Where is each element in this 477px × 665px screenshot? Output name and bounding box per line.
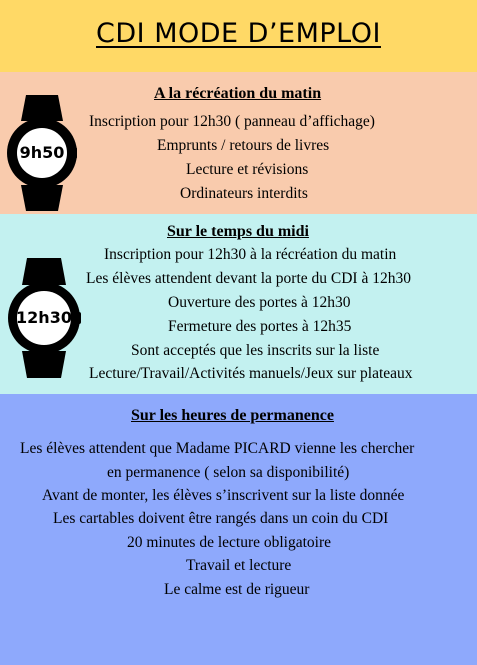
section-study-hours	[0, 394, 477, 665]
watch-time-label: 9h50	[19, 143, 65, 162]
section-line: Fermeture des portes à 12h35	[168, 318, 352, 335]
section-line: Avant de monter, les élèves s’inscrivent sur la liste donnée	[42, 487, 405, 504]
watch-time-label: 12h30	[16, 308, 72, 327]
section-line: Ordinateurs interdits	[180, 185, 308, 202]
title-band	[0, 0, 477, 72]
section-line: en permanence ( selon sa disponibilité)	[107, 464, 350, 481]
section-line: Inscription pour 12h30 à la récréation du matin	[104, 246, 397, 263]
section-heading: Sur le temps du midi	[167, 223, 309, 240]
wristwatch-icon	[6, 258, 82, 378]
section-line: Lecture et révisions	[186, 161, 309, 178]
section-lunch-time	[0, 214, 477, 394]
page-title: CDI MODE D’EMPLOI	[96, 18, 381, 49]
section-heading: Sur les heures de permanence	[131, 407, 334, 424]
section-heading: A la récréation du matin	[154, 85, 322, 102]
section-line: Les cartables doivent être rangés dans un coin du CDI	[53, 510, 389, 527]
section-morning-break	[0, 72, 477, 214]
section-line: Sont acceptés que les inscrits sur la liste	[131, 342, 380, 359]
section-line: Travail et lecture	[186, 557, 292, 574]
section-line: Lecture/Travail/Activités manuels/Jeux sur plateaux	[89, 365, 413, 382]
section-line: Les élèves attendent devant la porte du CDI à 12h30	[86, 270, 411, 287]
section-line: Les élèves attendent que Madame PICARD vienne les chercher	[20, 440, 415, 457]
section-line: Le calme est de rigueur	[164, 581, 310, 598]
section-line: Ouverture des portes à 12h30	[168, 294, 351, 311]
section-line: Emprunts / retours de livres	[157, 137, 330, 154]
wristwatch-icon	[6, 95, 78, 211]
section-line: Inscription pour 12h30 ( panneau d’affichage)	[89, 113, 375, 130]
section-line: 20 minutes de lecture obligatoire	[127, 534, 332, 551]
